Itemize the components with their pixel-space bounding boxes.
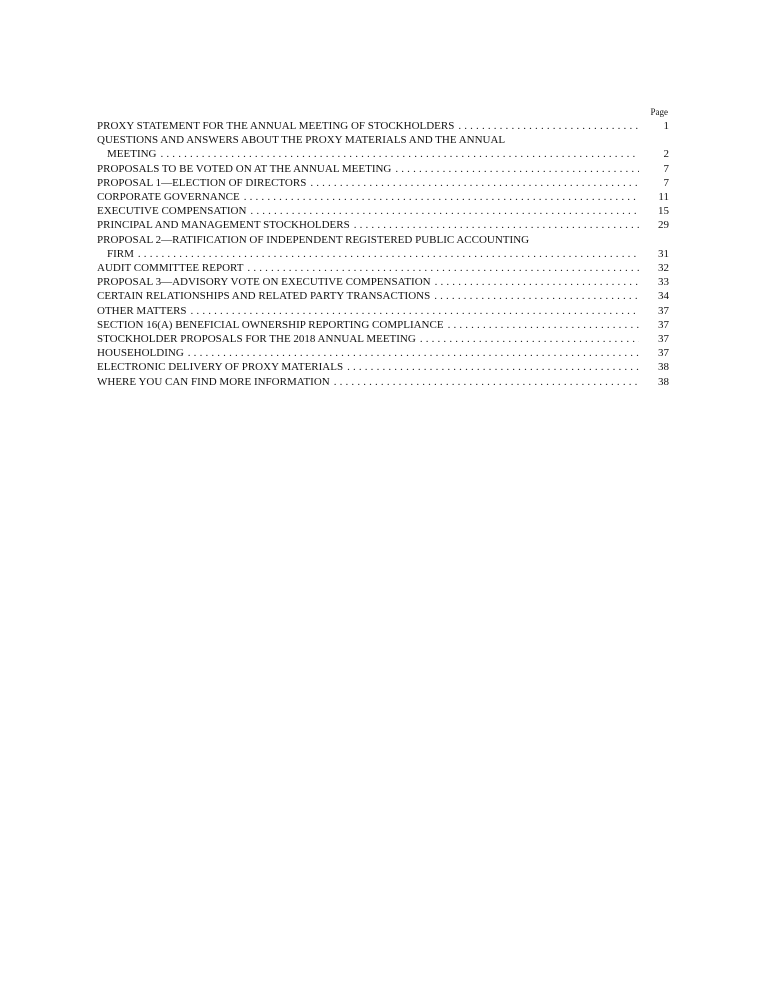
table-of-contents	[97, 106, 669, 389]
page-column-header: Page	[650, 107, 668, 117]
toc-entry-title: STOCKHOLDER PROPOSALS FOR THE 2018 ANNUAL MEETING	[97, 333, 416, 346]
toc-page-number: 37	[658, 333, 669, 346]
toc-entry-title: FIRM	[107, 247, 134, 260]
dot-leader	[247, 261, 639, 275]
toc-entry[interactable]	[97, 275, 669, 289]
dot-leader	[420, 332, 639, 346]
dot-leader	[250, 204, 639, 218]
toc-entry-line	[97, 233, 669, 247]
toc-entry[interactable]	[97, 289, 669, 303]
toc-entry[interactable]	[97, 346, 669, 360]
toc-entry-title: CORPORATE GOVERNANCE	[97, 191, 240, 204]
dot-leader	[354, 218, 639, 232]
toc-entry[interactable]	[97, 261, 669, 275]
toc-entry[interactable]	[97, 133, 669, 161]
toc-entry[interactable]	[97, 233, 669, 261]
dot-leader	[458, 119, 639, 133]
toc-page-number: 37	[658, 304, 669, 317]
toc-entry-line	[97, 360, 669, 374]
toc-entry-title: AUDIT COMMITTEE REPORT	[97, 262, 244, 275]
toc-entry[interactable]	[97, 218, 669, 232]
toc-entry-line	[97, 261, 669, 275]
toc-page-number: 38	[658, 375, 669, 388]
toc-page-number: 15	[658, 205, 669, 218]
dot-leader	[138, 247, 639, 261]
dot-leader	[161, 147, 640, 161]
toc-entry-title: MEETING	[107, 148, 157, 161]
dot-leader	[310, 176, 639, 190]
dot-leader	[188, 346, 639, 360]
toc-page-number: 31	[658, 247, 669, 260]
toc-entry-line	[97, 304, 669, 318]
toc-entry-title: PROPOSAL 1—ELECTION OF DIRECTORS	[97, 176, 307, 189]
toc-entry-line	[97, 162, 669, 176]
toc-entry-title: PRINCIPAL AND MANAGEMENT STOCKHOLDERS	[97, 219, 350, 232]
toc-page-number: 7	[663, 162, 669, 175]
toc-entry-title: PROPOSALS TO BE VOTED ON AT THE ANNUAL MEETING	[97, 162, 392, 175]
toc-entry-line	[97, 119, 669, 133]
toc-entry-line	[97, 133, 669, 147]
dot-leader	[435, 275, 639, 289]
toc-entry-line	[97, 190, 669, 204]
toc-entry-title: EXECUTIVE COMPENSATION	[97, 205, 247, 218]
toc-page-number: 1	[663, 120, 669, 132]
toc-entry[interactable]	[97, 204, 669, 218]
toc-page-number: 2	[663, 148, 669, 161]
toc-entry-line	[97, 289, 669, 303]
toc-entry-line	[97, 147, 669, 161]
toc-entry-title: PROPOSAL 3—ADVISORY VOTE ON EXECUTIVE COMPENSATION	[97, 276, 431, 289]
toc-entry[interactable]	[97, 375, 669, 389]
toc-page-number: 33	[658, 276, 669, 289]
toc-entry[interactable]	[97, 318, 669, 332]
dot-leader	[395, 162, 639, 176]
toc-entry[interactable]	[97, 332, 669, 346]
toc-entry-line	[97, 275, 669, 289]
dot-leader	[244, 190, 639, 204]
toc-entry-title: SECTION 16(A) BENEFICIAL OWNERSHIP REPORTING COMPLIANCE	[97, 318, 444, 331]
toc-entry-title: OTHER MATTERS	[97, 304, 187, 317]
toc-page-number: 29	[658, 219, 669, 232]
toc-entries	[97, 119, 669, 389]
toc-entry-line	[97, 332, 669, 346]
toc-page-number: 38	[658, 361, 669, 374]
toc-entry-title: CERTAIN RELATIONSHIPS AND RELATED PARTY TRANSACTIONS	[97, 290, 431, 303]
toc-entry-title: PROPOSAL 2—RATIFICATION OF INDEPENDENT REGISTERED PUBLIC ACCOUNTING	[97, 233, 530, 246]
toc-entry-line	[97, 375, 669, 389]
dot-leader	[434, 289, 639, 303]
toc-page-number: 34	[658, 290, 669, 303]
toc-entry[interactable]	[97, 190, 669, 204]
toc-entry[interactable]	[97, 162, 669, 176]
toc-page-number: 11	[658, 191, 669, 204]
dot-leader	[347, 360, 639, 374]
toc-entry-line	[97, 218, 669, 232]
toc-entry[interactable]	[97, 176, 669, 190]
toc-entry-line	[97, 318, 669, 332]
toc-entry-title: PROXY STATEMENT FOR THE ANNUAL MEETING OF STOCKHOLDERS	[97, 120, 455, 132]
toc-entry-title: ELECTRONIC DELIVERY OF PROXY MATERIALS	[97, 361, 344, 374]
toc-page-number: 32	[658, 262, 669, 275]
toc-entry[interactable]	[97, 360, 669, 374]
toc-entry[interactable]	[97, 304, 669, 318]
toc-page-number: 37	[658, 347, 669, 360]
toc-entry-title: WHERE YOU CAN FIND MORE INFORMATION	[97, 375, 330, 388]
toc-entry[interactable]	[97, 119, 669, 133]
dot-leader	[191, 304, 639, 318]
toc-entry-title: HOUSEHOLDING	[97, 347, 184, 360]
toc-entry-line	[97, 346, 669, 360]
toc-page-number: 7	[663, 176, 669, 189]
toc-entry-title: QUESTIONS AND ANSWERS ABOUT THE PROXY MATERIALS AND THE ANNUAL	[97, 134, 506, 147]
toc-entry-line	[97, 204, 669, 218]
dot-leader	[448, 318, 639, 332]
toc-entry-line	[97, 176, 669, 190]
toc-page-number: 37	[658, 318, 669, 331]
dot-leader	[334, 375, 639, 389]
toc-entry-line	[97, 247, 669, 261]
